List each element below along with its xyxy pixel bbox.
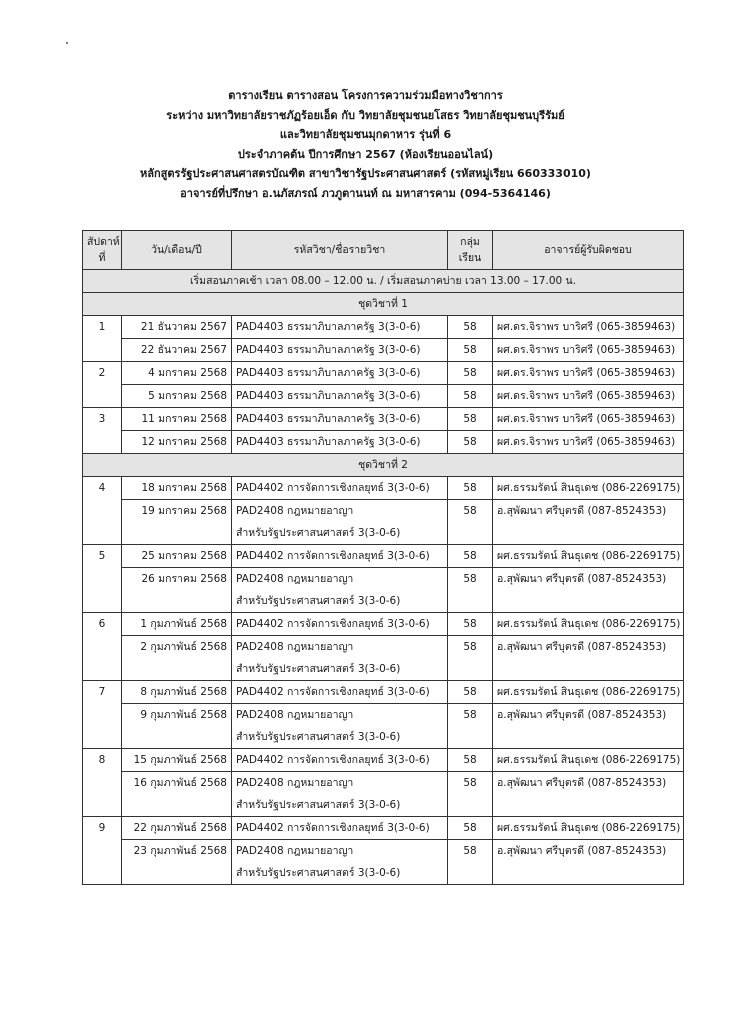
table-row [83, 408, 684, 431]
date-cell: 22 ธันวาคม 2567 [122, 339, 232, 362]
schedule-table [82, 230, 684, 885]
time-banner: เริ่มสอนภาคเช้า เวลา 08.00 – 12.00 น. / เริ่มสอนภาคบ่าย เวลา 13.00 – 17.00 น. [83, 270, 684, 293]
document-header [40, 86, 691, 203]
date-cell: 9 กุมภาพันธ์ 2568 [122, 704, 232, 749]
instructor-cell: ผศ.ดร.จิราพร บาริศรี (065-3859463) [493, 316, 684, 339]
table-row [83, 704, 684, 749]
set-1-label: ชุดวิชาที่ 1 [83, 293, 684, 316]
course-cell: PAD4403 ธรรมาภิบาลภาครัฐ 3(3-0-6) [232, 408, 448, 431]
week-cell: 1 [83, 316, 122, 362]
course-line-2: สำหรับรัฐประศาสนศาสตร์ 3(3-0-6) [236, 527, 401, 539]
table-row [83, 316, 684, 339]
header-line-1: ตารางเรียน ตารางสอน โครงการความร่วมมือทางวิชาการ [228, 89, 503, 102]
table-row [83, 477, 684, 500]
course-cell [232, 840, 448, 885]
course-cell: PAD4403 ธรรมาภิบาลภาครัฐ 3(3-0-6) [232, 362, 448, 385]
course-cell: PAD4402 การจัดการเชิงกลยุทธ์ 3(3-0-6) [232, 749, 448, 772]
date-cell: 19 มกราคม 2568 [122, 500, 232, 545]
instructor-cell: อ.สุพัฒนา ศรีบุตรดี (087-8524353) [493, 772, 684, 817]
table-row [83, 568, 684, 613]
group-cell: 58 [448, 500, 493, 545]
instructor-cell: ผศ.ดร.จิราพร บาริศรี (065-3859463) [493, 408, 684, 431]
course-cell: PAD4403 ธรรมาภิบาลภาครัฐ 3(3-0-6) [232, 316, 448, 339]
table-row [83, 817, 684, 840]
table-row [83, 385, 684, 408]
date-cell: 12 มกราคม 2568 [122, 431, 232, 454]
instructor-cell: อ.สุพัฒนา ศรีบุตรดี (087-8524353) [493, 704, 684, 749]
week-cell: 8 [83, 749, 122, 817]
table-row [83, 362, 684, 385]
header-week: สัปดาห์ที่ [83, 231, 122, 270]
header-line-2: ระหว่าง มหาวิทยาลัยราชภัฏร้อยเอ็ด กับ วิทยาลัยชุมชนยโสธร วิทยาลัยชุมชนบุรีรัมย์ [166, 108, 565, 122]
set-2-row [83, 454, 684, 477]
table-row [83, 431, 684, 454]
header-date: วัน/เดือน/ปี [122, 231, 232, 270]
header-instructor: อาจารย์ผู้รับผิดชอบ [493, 231, 684, 270]
instructor-cell: ผศ.ดร.จิราพร บาริศรี (065-3859463) [493, 362, 684, 385]
group-cell: 58 [448, 681, 493, 704]
instructor-cell: ผศ.ธรรมรัตน์ สินธุเดช (086-2269175) [493, 545, 684, 568]
course-cell: PAD4403 ธรรมาภิบาลภาครัฐ 3(3-0-6) [232, 339, 448, 362]
group-cell: 58 [448, 408, 493, 431]
set-2-label: ชุดวิชาที่ 2 [83, 454, 684, 477]
course-cell: PAD4402 การจัดการเชิงกลยุทธ์ 3(3-0-6) [232, 545, 448, 568]
date-cell: 15 กุมภาพันธ์ 2568 [122, 749, 232, 772]
date-cell: 18 มกราคม 2568 [122, 477, 232, 500]
table-row [83, 500, 684, 545]
table-header-row [83, 231, 684, 270]
course-cell: PAD4403 ธรรมาภิบาลภาครัฐ 3(3-0-6) [232, 431, 448, 454]
instructor-cell: ผศ.ดร.จิราพร บาริศรี (065-3859463) [493, 385, 684, 408]
table-row [83, 772, 684, 817]
course-cell: PAD4403 ธรรมาภิบาลภาครัฐ 3(3-0-6) [232, 385, 448, 408]
date-cell: 5 มกราคม 2568 [122, 385, 232, 408]
course-line-2: สำหรับรัฐประศาสนศาสตร์ 3(3-0-6) [236, 731, 401, 743]
instructor-cell: อ.สุพัฒนา ศรีบุตรดี (087-8524353) [493, 568, 684, 613]
set-1-row [83, 293, 684, 316]
week-cell: 6 [83, 613, 122, 681]
date-cell: 23 กุมภาพันธ์ 2568 [122, 840, 232, 885]
header-line-4: ประจำภาคต้น ปีการศึกษา 2567 (ห้องเรียนออนไลน์) [237, 147, 494, 161]
group-cell: 58 [448, 385, 493, 408]
group-cell: 58 [448, 339, 493, 362]
group-cell: 58 [448, 431, 493, 454]
course-cell: PAD4402 การจัดการเชิงกลยุทธ์ 3(3-0-6) [232, 613, 448, 636]
group-cell: 58 [448, 749, 493, 772]
course-line-1: PAD2408 กฎหมายอาญา [236, 709, 354, 721]
date-cell: 21 ธันวาคม 2567 [122, 316, 232, 339]
course-line-1: PAD2408 กฎหมายอาญา [236, 845, 354, 857]
date-cell: 22 กุมภาพันธ์ 2568 [122, 817, 232, 840]
date-cell: 1 กุมภาพันธ์ 2568 [122, 613, 232, 636]
course-cell [232, 704, 448, 749]
instructor-cell: ผศ.ธรรมรัตน์ สินธุเดช (086-2269175) [493, 749, 684, 772]
course-cell [232, 500, 448, 545]
instructor-cell: อ.สุพัฒนา ศรีบุตรดี (087-8524353) [493, 500, 684, 545]
week-cell: 3 [83, 408, 122, 454]
header-line-3: และวิทยาลัยชุมชนมุกดาหาร รุ่นที่ 6 [279, 128, 452, 141]
date-cell: 16 กุมภาพันธ์ 2568 [122, 772, 232, 817]
course-cell: PAD4402 การจัดการเชิงกลยุทธ์ 3(3-0-6) [232, 477, 448, 500]
header-group: กลุ่มเรียน [448, 231, 493, 270]
table-row [83, 545, 684, 568]
group-cell: 58 [448, 316, 493, 339]
scan-speck [66, 42, 68, 44]
week-cell: 7 [83, 681, 122, 749]
instructor-cell: ผศ.ธรรมรัตน์ สินธุเดช (086-2269175) [493, 613, 684, 636]
course-line-1: PAD2408 กฎหมายอาญา [236, 641, 354, 653]
instructor-cell: ผศ.ธรรมรัตน์ สินธุเดช (086-2269175) [493, 477, 684, 500]
group-cell: 58 [448, 840, 493, 885]
group-cell: 58 [448, 568, 493, 613]
instructor-cell: อ.สุพัฒนา ศรีบุตรดี (087-8524353) [493, 636, 684, 681]
table-row [83, 613, 684, 636]
instructor-cell: ผศ.ดร.จิราพร บาริศรี (065-3859463) [493, 431, 684, 454]
course-cell [232, 636, 448, 681]
date-cell: 26 มกราคม 2568 [122, 568, 232, 613]
header-line-6: อาจารย์ที่ปรึกษา อ.นภัสภรณ์ ภวภูตานนท์ ณ มหาสารคาม (094-5364146) [180, 186, 551, 200]
date-cell: 4 มกราคม 2568 [122, 362, 232, 385]
week-cell: 9 [83, 817, 122, 885]
course-line-2: สำหรับรัฐประศาสนศาสตร์ 3(3-0-6) [236, 663, 401, 675]
course-cell [232, 772, 448, 817]
time-banner-row [83, 270, 684, 293]
course-cell [232, 568, 448, 613]
instructor-cell: อ.สุพัฒนา ศรีบุตรดี (087-8524353) [493, 840, 684, 885]
date-cell: 25 มกราคม 2568 [122, 545, 232, 568]
group-cell: 58 [448, 636, 493, 681]
instructor-cell: ผศ.ดร.จิราพร บาริศรี (065-3859463) [493, 339, 684, 362]
group-cell: 58 [448, 362, 493, 385]
group-cell: 58 [448, 477, 493, 500]
week-cell: 5 [83, 545, 122, 613]
table-row [83, 339, 684, 362]
group-cell: 58 [448, 545, 493, 568]
group-cell: 58 [448, 817, 493, 840]
week-cell: 2 [83, 362, 122, 408]
instructor-cell: ผศ.ธรรมรัตน์ สินธุเดช (086-2269175) [493, 817, 684, 840]
header-course: รหัสวิชา/ชื่อรายวิชา [232, 231, 448, 270]
week-cell: 4 [83, 477, 122, 545]
course-line-1: PAD2408 กฎหมายอาญา [236, 573, 354, 585]
group-cell: 58 [448, 704, 493, 749]
group-cell: 58 [448, 613, 493, 636]
date-cell: 11 มกราคม 2568 [122, 408, 232, 431]
course-line-2: สำหรับรัฐประศาสนศาสตร์ 3(3-0-6) [236, 595, 401, 607]
table-row [83, 749, 684, 772]
table-row [83, 681, 684, 704]
course-line-1: PAD2408 กฎหมายอาญา [236, 777, 354, 789]
table-row [83, 840, 684, 885]
group-cell: 58 [448, 772, 493, 817]
header-line-5: หลักสูตรรัฐประศาสนศาสตรบัณฑิต สาขาวิชารัฐประศาสนศาสตร์ (รหัสหมู่เรียน 660333010) [140, 167, 591, 180]
course-line-2: สำหรับรัฐประศาสนศาสตร์ 3(3-0-6) [236, 799, 401, 811]
table-row [83, 636, 684, 681]
course-cell: PAD4402 การจัดการเชิงกลยุทธ์ 3(3-0-6) [232, 817, 448, 840]
course-line-1: PAD2408 กฎหมายอาญา [236, 505, 354, 517]
instructor-cell: ผศ.ธรรมรัตน์ สินธุเดช (086-2269175) [493, 681, 684, 704]
date-cell: 8 กุมภาพันธ์ 2568 [122, 681, 232, 704]
course-cell: PAD4402 การจัดการเชิงกลยุทธ์ 3(3-0-6) [232, 681, 448, 704]
date-cell: 2 กุมภาพันธ์ 2568 [122, 636, 232, 681]
course-line-2: สำหรับรัฐประศาสนศาสตร์ 3(3-0-6) [236, 867, 401, 879]
